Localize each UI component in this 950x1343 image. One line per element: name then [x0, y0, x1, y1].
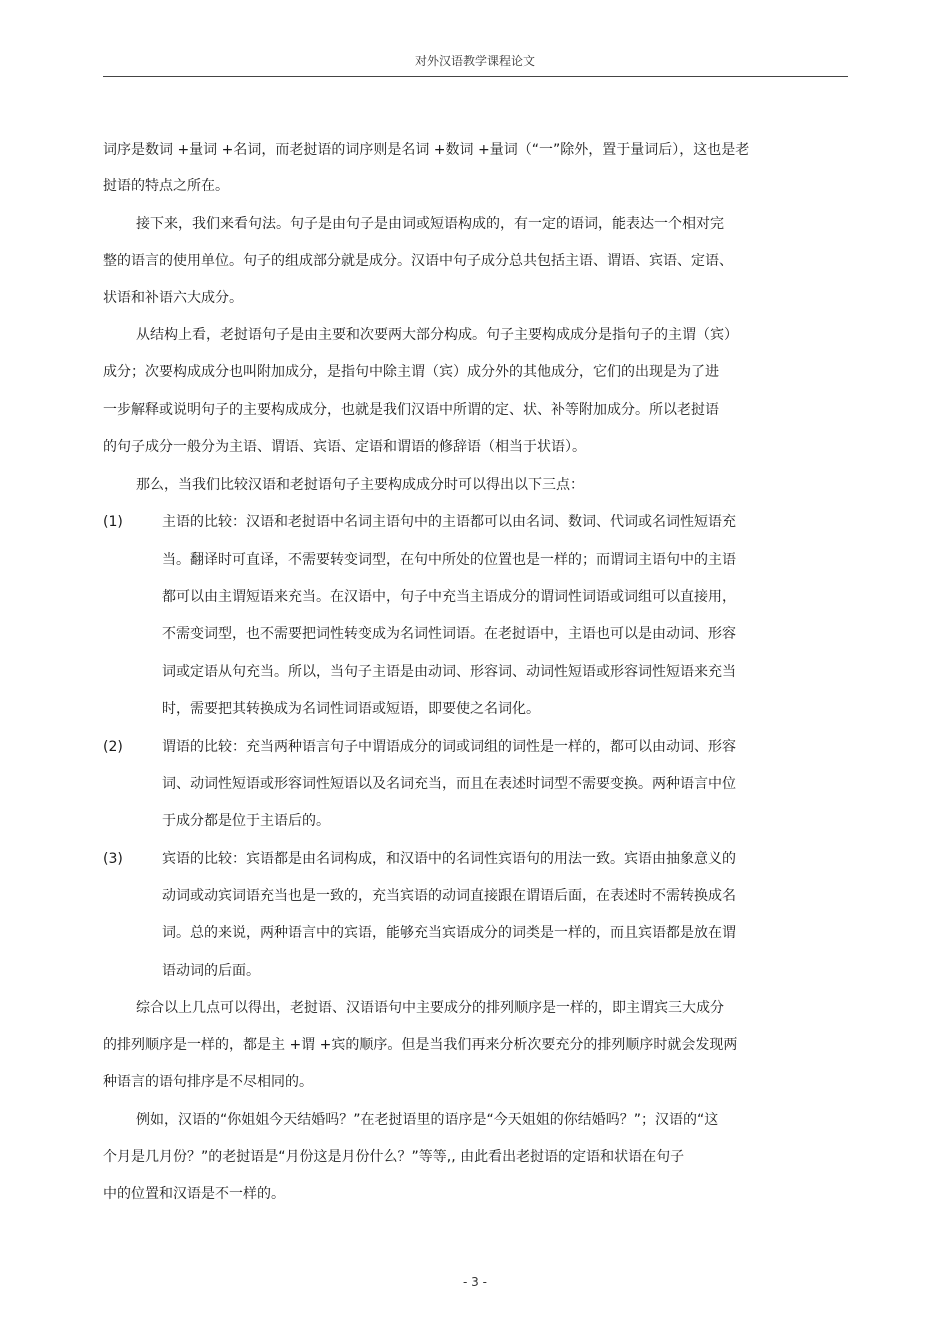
list-item-number: (1)	[103, 514, 123, 530]
text-line: 成分；次要构成成分也叫附加成分，是指句中除主谓（宾）成分外的其他成分，它们的出现是为了进	[103, 364, 719, 380]
text-line: 整的语言的使用单位。句子的组成部分就是成分。汉语中句子成分总共包括主语、谓语、宾语、定语、	[103, 253, 733, 269]
text-line: 词序是数词 +量词 +名词，而老挝语的词序则是名词 +数词 +量词（“一”除外，置于量词后），这也是老	[103, 142, 750, 158]
text-line: 于成分都是位于主语后的。	[162, 813, 330, 829]
text-line: 宾语的比较：宾语都是由名词构成，和汉语中的名词性宾语句的用法一致。宾语由抽象意义的	[162, 851, 736, 867]
text-line: 一步解释或说明句子的主要构成成分，也就是我们汉语中所谓的定、状、补等附加成分。所以老挝语	[103, 402, 719, 418]
page-header-title: 对外汉语教学课程论文	[414, 54, 535, 68]
text-line: 从结构上看，老挝语句子是由主要和次要两大部分构成。句子主要构成成分是指句子的主谓（宾）	[136, 327, 738, 343]
text-line: 状语和补语六大成分。	[103, 290, 243, 306]
text-line: 个月是几月份？”的老挝语是“月份这是月份什么？”等等,, 由此看出老挝语的定语和状语在句子	[103, 1149, 685, 1165]
text-line: 词、动词性短语或形容词性短语以及名词充当，而且在表述时词型不需要变换。两种语言中位	[162, 776, 736, 792]
text-line: 不需变词型，也不需要把词性转变成为名词性词语。在老挝语中，主语也可以是由动词、形容	[162, 626, 736, 642]
text-line: 的句子成分一般分为主语、谓语、宾语、定语和谓语的修辞语（相当于状语）。	[103, 439, 586, 455]
text-line: 都可以由主谓短语来充当。在汉语中，句子中充当主语成分的谓词性词语或词组可以直接用，	[162, 589, 736, 605]
text-line: 动词或动宾词语充当也是一致的，充当宾语的动词直接跟在谓语后面，在表述时不需转换成名	[162, 888, 736, 904]
list-item-number: (3)	[103, 851, 123, 867]
text-line: 当。翻译时可直译，不需要转变词型，在句中所处的位置也是一样的；而谓词主语句中的主语	[162, 552, 736, 568]
text-line: 的排列顺序是一样的，都是主 +谓 +宾的顺序。但是当我们再来分析次要充分的排列顺序时就会发现两	[103, 1037, 738, 1053]
text-line: 例如，汉语的“你姐姐今天结婚吗？”在老挝语里的语序是“今天姐姐的你结婚吗？”；汉语的“这	[136, 1112, 719, 1128]
text-line: 接下来，我们来看句法。句子是由句子是由词或短语构成的，有一定的语词，能表达一个相对完	[136, 216, 724, 232]
text-line: 时，需要把其转换成为名词性词语或短语，即要使之名词化。	[162, 701, 540, 717]
text-line: 词。总的来说，两种语言中的宾语，能够充当宾语成分的词类是一样的，而且宾语都是放在谓	[162, 925, 736, 941]
text-line: 种语言的语句排序是不尽相同的。	[103, 1074, 313, 1090]
text-line: 挝语的特点之所在。	[103, 178, 229, 194]
text-line: 谓语的比较：充当两种语言句子中谓语成分的词或词组的词性是一样的，都可以由动词、形容	[162, 739, 736, 755]
text-line: 那么，当我们比较汉语和老挝语句子主要构成成分时可以得出以下三点：	[136, 477, 584, 493]
header-divider	[103, 76, 848, 77]
text-line: 语动词的后面。	[162, 963, 260, 979]
text-line: 综合以上几点可以得出，老挝语、汉语语句中主要成分的排列顺序是一样的，即主谓宾三大成分	[136, 1000, 724, 1016]
page-number: - 3 -	[463, 1275, 487, 1289]
text-line: 词或定语从句充当。所以，当句子主语是由动词、形容词、动词性短语或形容词性短语来充当	[162, 664, 736, 680]
text-line: 中的位置和汉语是不一样的。	[103, 1186, 285, 1202]
text-line: 主语的比较：汉语和老挝语中名词主语句中的主语都可以由名词、数词、代词或名词性短语充	[162, 514, 736, 530]
list-item-number: (2)	[103, 739, 123, 755]
